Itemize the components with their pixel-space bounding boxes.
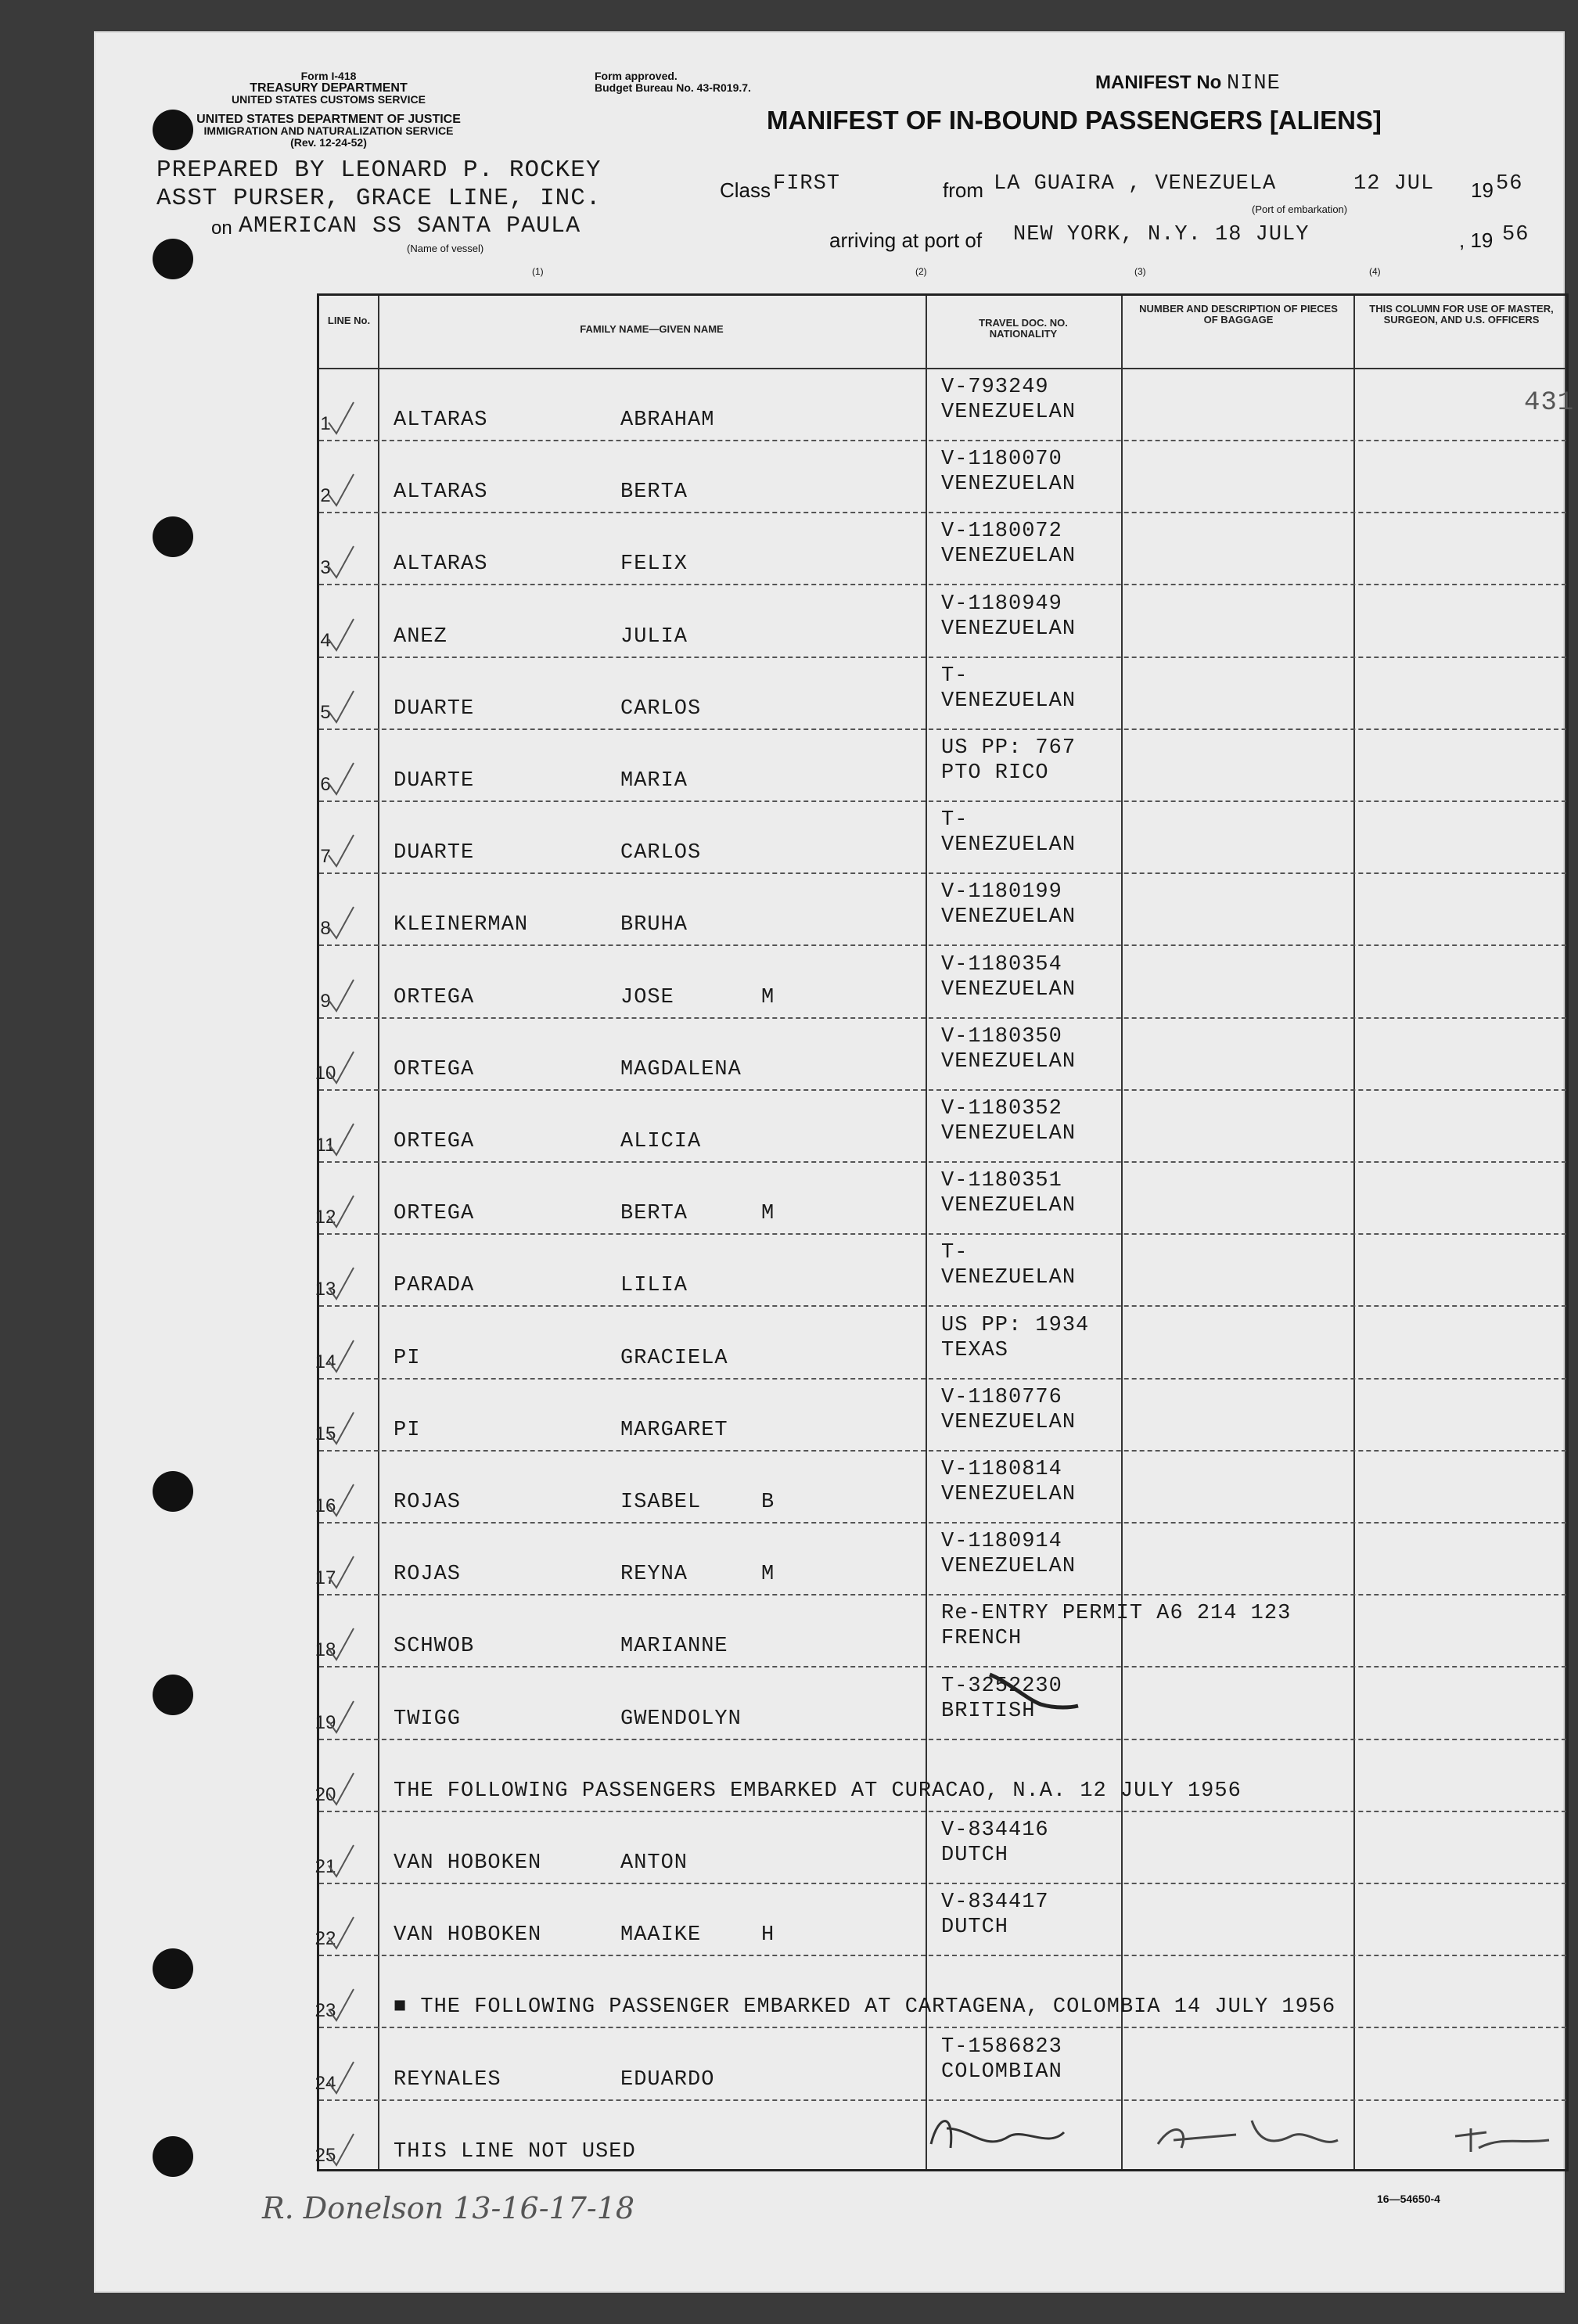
family-name: ROJAS xyxy=(394,1563,462,1587)
line-number: 10 xyxy=(315,1062,336,1084)
line-number: 25 xyxy=(315,2144,336,2166)
travel-document-number: V-793249 xyxy=(941,376,1049,399)
middle-initial: B xyxy=(761,1491,775,1514)
punch-hole xyxy=(153,516,193,557)
column-mark-4: (4) xyxy=(1369,266,1381,277)
justice-block xyxy=(180,113,477,149)
family-name: ALTARAS xyxy=(394,552,488,577)
check-mark-icon xyxy=(325,1625,357,1664)
family-name: DUARTE xyxy=(394,696,475,721)
ins-label: IMMIGRATION AND NATURALIZATION SERVICE xyxy=(203,124,454,137)
nationality: TEXAS xyxy=(941,1338,1009,1362)
column-mark-3: (3) xyxy=(1134,266,1146,277)
check-mark-icon xyxy=(325,1914,357,1953)
check-mark-icon xyxy=(325,2131,357,2170)
justice-dept: UNITED STATES DEPARTMENT OF JUSTICE xyxy=(196,113,461,126)
travel-document-number: V-1180199 xyxy=(941,880,1062,905)
check-mark-icon xyxy=(325,1481,357,1520)
nationality: VENEZUELAN xyxy=(941,401,1077,424)
arrival-year-prefix: , 19 xyxy=(1459,228,1494,252)
from-label: from xyxy=(943,178,983,202)
class-label: Class xyxy=(720,178,771,202)
check-mark-icon xyxy=(325,1049,357,1088)
line-number: 16 xyxy=(315,1495,336,1516)
table-row xyxy=(315,1955,1566,2027)
punch-hole xyxy=(153,239,193,279)
prepared-by-line2: ASST PURSER, GRACE LINE, INC. xyxy=(156,185,602,212)
port-caption: (Port of embarkation) xyxy=(1252,203,1348,215)
manifest-no-value: NINE xyxy=(1227,72,1281,95)
line-number: 5 xyxy=(320,701,331,723)
officer-signatures xyxy=(923,2105,1565,2160)
given-name: GWENDOLYN xyxy=(620,1707,742,1731)
line-number: 9 xyxy=(320,990,331,1012)
manifest-number-label xyxy=(1095,72,1281,95)
form-number: Form I-418 xyxy=(300,70,357,82)
line-number: 4 xyxy=(320,629,331,651)
prepared-by-line1: PREPARED BY LEONARD P. ROCKEY xyxy=(156,156,602,184)
family-name: ORTEGA xyxy=(394,1057,475,1081)
table-row xyxy=(319,512,1566,584)
given-name: JULIA xyxy=(620,624,688,649)
nationality: VENEZUELAN xyxy=(941,977,1077,1002)
line-number: 8 xyxy=(320,918,331,940)
nationality: VENEZUELAN xyxy=(941,1049,1077,1074)
travel-document-number: T-3252230 xyxy=(941,1674,1062,1698)
line-number: 20 xyxy=(315,1783,336,1805)
table-row xyxy=(319,657,1566,728)
header-baggage: NUMBER AND DESCRIPTION OF PIECES OF BAGGAGE xyxy=(1139,303,1338,326)
table-row xyxy=(315,1522,1566,1594)
given-name: ISABEL xyxy=(620,1491,702,1514)
customs-service: UNITED STATES CUSTOMS SERVICE xyxy=(232,93,426,106)
line-number: 13 xyxy=(315,1279,336,1301)
vessel-caption: (Name of vessel) xyxy=(407,243,484,254)
family-name: PI xyxy=(394,1346,421,1370)
approval-block xyxy=(595,70,798,94)
line-number: 18 xyxy=(315,1639,336,1661)
embarkation-note: THE FOLLOWING PASSENGERS EMBARKED AT CURACAO, N.A. 12 JULY 1956 xyxy=(394,1779,1242,1803)
embark-year: 56 xyxy=(1496,172,1523,196)
nationality: VENEZUELAN xyxy=(941,689,1077,713)
travel-document-number: V-1180352 xyxy=(941,1097,1062,1121)
given-name: BRUHA xyxy=(620,913,688,937)
table-row xyxy=(315,1739,1566,1811)
family-name: ALTARAS xyxy=(394,408,488,432)
embarkation-note: THIS LINE NOT USED xyxy=(394,2139,636,2164)
nationality: VENEZUELAN xyxy=(941,1483,1077,1506)
embark-date: 12 JUL xyxy=(1353,172,1435,196)
check-mark-icon xyxy=(325,832,357,871)
travel-document-number: Re-ENTRY PERMIT A6 214 123 xyxy=(941,1602,1292,1626)
table-row xyxy=(319,945,1566,1017)
table-row xyxy=(315,1017,1566,1089)
given-name: FELIX xyxy=(620,552,688,577)
line-number: 12 xyxy=(315,1207,336,1229)
nationality: VENEZUELAN xyxy=(941,833,1077,858)
check-mark-icon xyxy=(325,471,357,510)
line-number: 1 xyxy=(320,413,331,434)
given-name: BERTA xyxy=(620,1202,688,1226)
middle-initial: M xyxy=(761,1202,775,1226)
header-travel-doc: TRAVEL DOC. NO. NATIONALITY xyxy=(979,317,1068,340)
family-name: KLEINERMAN xyxy=(394,913,529,937)
nationality: VENEZUELAN xyxy=(941,545,1077,569)
form-code: 16—54650-4 xyxy=(1377,2193,1440,2205)
check-mark-icon xyxy=(325,616,357,655)
given-name: MARIA xyxy=(620,769,688,793)
table-row xyxy=(315,1450,1566,1522)
line-number: 17 xyxy=(315,1567,336,1589)
travel-document-number: V-1180814 xyxy=(941,1458,1062,1481)
family-name: VAN HOBOKEN xyxy=(394,1851,542,1875)
check-mark-icon xyxy=(325,1986,357,2025)
line-number: 2 xyxy=(320,485,331,507)
header-officers: THIS COLUMN FOR USE OF MASTER, SURGEON, AND U.S. OFFICERS xyxy=(1369,303,1554,326)
check-mark-icon xyxy=(325,1193,357,1232)
embarkation-note: ■ THE FOLLOWING PASSENGER EMBARKED AT CARTAGENA, COLOMBIA 14 JULY 1956 xyxy=(394,1995,1336,2020)
travel-document-number: V-1180354 xyxy=(941,952,1062,977)
nationality: VENEZUELAN xyxy=(941,1555,1077,1579)
table-row xyxy=(315,1306,1566,1378)
table-row xyxy=(315,1667,1566,1739)
table-row xyxy=(319,368,1566,440)
line-number: 23 xyxy=(315,2000,336,2022)
check-mark-icon xyxy=(325,1337,357,1376)
travel-document-number: V-834416 xyxy=(941,1819,1049,1842)
given-name: CARLOS xyxy=(620,841,702,865)
line-number: 24 xyxy=(315,2072,336,2094)
travel-document-number: T- xyxy=(941,808,969,833)
family-name: ALTARAS xyxy=(394,480,488,505)
pen-stroke xyxy=(986,1667,1080,1714)
check-mark-icon xyxy=(325,2059,357,2098)
table-row xyxy=(319,872,1566,944)
line-number: 6 xyxy=(320,774,331,795)
table-row xyxy=(319,800,1566,872)
travel-document-number: V-1180351 xyxy=(941,1169,1062,1193)
table-row xyxy=(319,440,1566,512)
given-name: MARGARET xyxy=(620,1418,728,1442)
line-number: 7 xyxy=(320,846,331,868)
family-name: DUARTE xyxy=(394,841,475,865)
column-mark-1: (1) xyxy=(532,266,544,277)
family-name: TWIGG xyxy=(394,1707,462,1731)
given-name: MAAIKE xyxy=(620,1923,702,1948)
check-mark-icon xyxy=(325,1553,357,1592)
family-name: PI xyxy=(394,1418,421,1442)
check-mark-icon xyxy=(325,543,357,582)
header-line-no: LINE No. xyxy=(327,315,371,326)
travel-document-number: V-1180350 xyxy=(941,1024,1062,1049)
table-row xyxy=(315,1089,1566,1161)
nationality: VENEZUELAN xyxy=(941,473,1077,497)
travel-document-number: T- xyxy=(941,664,969,688)
vessel-name: AMERICAN SS SANTA PAULA xyxy=(239,213,581,239)
nationality: BRITISH xyxy=(941,1699,1036,1723)
line-number: 3 xyxy=(320,557,331,579)
nationality: VENEZUELAN xyxy=(941,1122,1077,1146)
line-number: 11 xyxy=(315,1135,336,1156)
passenger-table xyxy=(315,293,1575,2171)
check-mark-icon xyxy=(325,904,357,943)
nationality: FRENCH xyxy=(941,1627,1023,1651)
travel-document-number: V-1180072 xyxy=(941,520,1062,544)
embark-port: LA GUAIRA , VENEZUELA xyxy=(994,172,1277,196)
form-title: MANIFEST OF IN-BOUND PASSENGERS [ALIENS] xyxy=(767,106,1382,135)
given-name: BERTA xyxy=(620,480,688,505)
check-mark-icon xyxy=(325,1842,357,1881)
form-header-block xyxy=(211,70,446,106)
punch-hole xyxy=(153,2136,193,2177)
given-name: GRACIELA xyxy=(620,1346,728,1370)
nationality: VENEZUELAN xyxy=(941,617,1077,641)
table-row xyxy=(315,1594,1566,1666)
manifest-sheet xyxy=(94,31,1575,2293)
family-name: ROJAS xyxy=(394,1491,462,1514)
nationality: VENEZUELAN xyxy=(941,905,1077,930)
travel-document-number: US PP: 1934 xyxy=(941,1313,1090,1337)
travel-document-number: V-1180070 xyxy=(941,448,1062,472)
table-row xyxy=(315,1811,1566,1883)
check-mark-icon xyxy=(325,977,357,1016)
family-name: DUARTE xyxy=(394,769,475,793)
check-mark-icon xyxy=(325,1770,357,1809)
given-name: REYNA xyxy=(620,1563,688,1587)
middle-initial: M xyxy=(761,985,775,1009)
table-row xyxy=(319,585,1566,657)
given-name: LILIA xyxy=(620,1274,688,1298)
manifest-no-label: MANIFEST No xyxy=(1095,72,1222,93)
line-number: 14 xyxy=(315,1351,336,1372)
nationality: VENEZUELAN xyxy=(941,1266,1077,1290)
travel-document-number: V-1180776 xyxy=(941,1385,1062,1409)
nationality: DUTCH xyxy=(941,1844,1009,1867)
class-value: FIRST xyxy=(773,172,841,196)
family-name: SCHWOB xyxy=(394,1635,475,1659)
family-name: REYNALES xyxy=(394,2067,501,2092)
handwritten-note: R. Donelson 13-16-17-18 xyxy=(262,2191,635,2225)
check-mark-icon xyxy=(325,1121,357,1160)
given-name: ANTON xyxy=(620,1851,688,1875)
officer-note: 431 xyxy=(1524,388,1575,418)
travel-document-number: T- xyxy=(941,1241,969,1265)
line-number: 19 xyxy=(315,1711,336,1733)
year-prefix: 19 xyxy=(1471,178,1494,202)
arriving-label: arriving at port of xyxy=(829,228,983,252)
form-approved: Form approved. xyxy=(595,70,678,82)
table-row xyxy=(315,1161,1566,1233)
on-label: on xyxy=(211,218,232,239)
arrival-port: NEW YORK, N.Y. 18 JULY xyxy=(1013,223,1310,246)
line-number: 21 xyxy=(315,1856,336,1877)
middle-initial: H xyxy=(761,1923,775,1948)
family-name: ORTEGA xyxy=(394,985,475,1009)
table-row xyxy=(319,728,1566,800)
given-name: MAGDALENA xyxy=(620,1057,742,1081)
column-mark-2: (2) xyxy=(915,266,927,277)
budget-bureau: Budget Bureau No. 43-R019.7. xyxy=(595,81,751,94)
nationality: VENEZUELAN xyxy=(941,1194,1077,1218)
given-name: EDUARDO xyxy=(620,2067,715,2092)
nationality: VENEZUELAN xyxy=(941,1410,1077,1434)
table-row xyxy=(315,1378,1566,1450)
arrival-year: 56 xyxy=(1502,223,1529,246)
family-name: ORTEGA xyxy=(394,1130,475,1153)
nationality: COLOMBIAN xyxy=(941,2060,1062,2084)
travel-document-number: V-1180949 xyxy=(941,592,1062,616)
treasury-dept: TREASURY DEPARTMENT xyxy=(250,81,408,95)
punch-hole xyxy=(153,1471,193,1512)
line-number: 15 xyxy=(315,1423,336,1444)
family-name: PARADA xyxy=(394,1274,475,1298)
travel-document-number: V-834417 xyxy=(941,1890,1049,1915)
nationality: PTO RICO xyxy=(941,761,1049,785)
travel-document-number: V-1180914 xyxy=(941,1530,1062,1554)
given-name: CARLOS xyxy=(620,696,702,721)
travel-document-number: US PP: 767 xyxy=(941,736,1077,760)
given-name: ABRAHAM xyxy=(620,408,715,432)
nationality: DUTCH xyxy=(941,1916,1009,1940)
given-name: MARIANNE xyxy=(620,1635,728,1659)
family-name: ORTEGA xyxy=(394,1202,475,1226)
check-mark-icon xyxy=(325,760,357,799)
punch-hole xyxy=(153,1948,193,1989)
middle-initial: M xyxy=(761,1563,775,1587)
check-mark-icon xyxy=(325,1698,357,1737)
table-row xyxy=(315,1233,1566,1305)
check-mark-icon xyxy=(325,688,357,727)
line-number: 22 xyxy=(315,1928,336,1950)
table-row xyxy=(315,2027,1566,2099)
check-mark-icon xyxy=(325,399,357,438)
family-name: ANEZ xyxy=(394,624,448,649)
punch-hole xyxy=(153,1675,193,1715)
family-name: VAN HOBOKEN xyxy=(394,1923,542,1948)
rev-date: (Rev. 12-24-52) xyxy=(290,136,367,149)
travel-document-number: T-1586823 xyxy=(941,2034,1062,2059)
table-row xyxy=(315,1883,1566,1955)
header-name: FAMILY NAME—GIVEN NAME xyxy=(580,323,724,335)
given-name: JOSE xyxy=(620,985,674,1009)
check-mark-icon xyxy=(325,1265,357,1304)
check-mark-icon xyxy=(325,1409,357,1448)
given-name: ALICIA xyxy=(620,1130,702,1153)
